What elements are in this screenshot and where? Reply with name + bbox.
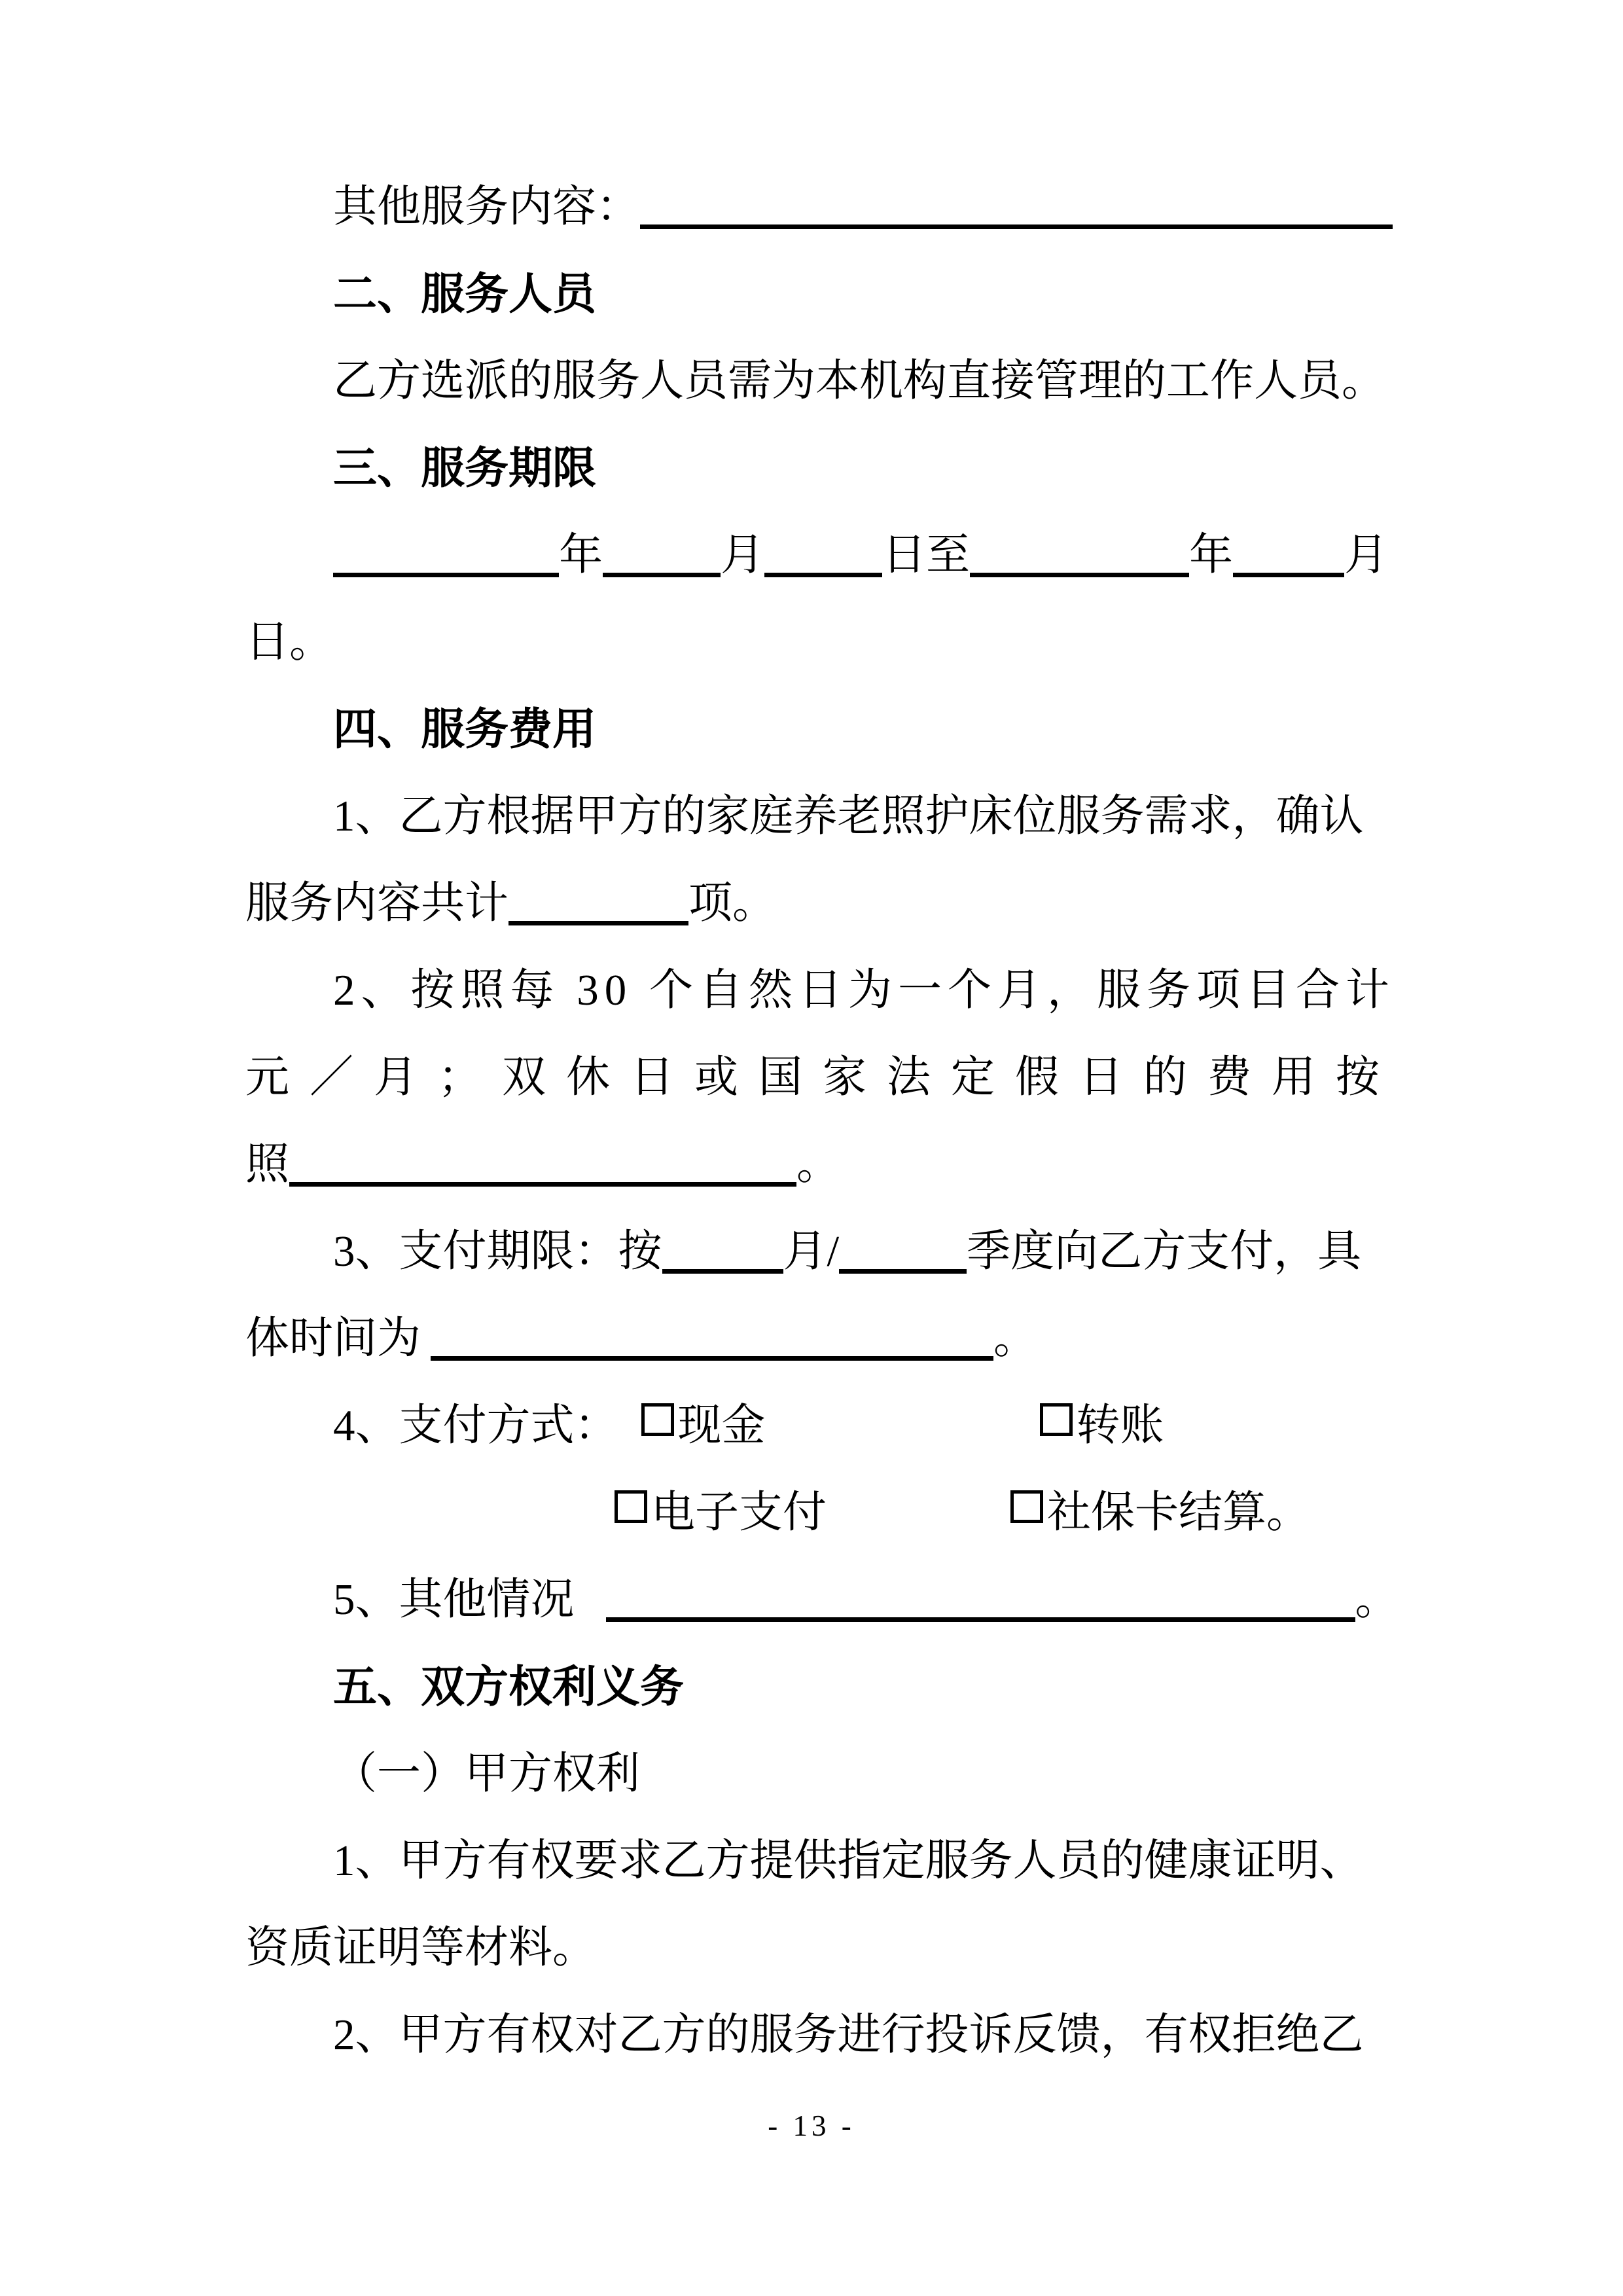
blank-end-year[interactable]: [970, 541, 1189, 577]
para-fee-1a: [245, 773, 1397, 860]
blank-start-month[interactable]: [603, 541, 721, 577]
text-run: 年: [1189, 531, 1233, 579]
checkbox-epay[interactable]: [615, 1490, 647, 1523]
para-rights-2a: [245, 1992, 1397, 2079]
label-social-security-card: 社保卡结算。: [1047, 1488, 1310, 1537]
heading-service-term: [245, 425, 1397, 512]
text-run: 二、服务人员: [333, 270, 596, 319]
text-run: 2、甲方有权对乙方的服务进行投诉反馈，有权拒绝乙: [333, 2011, 1364, 2059]
label-cash: 现金: [677, 1401, 766, 1450]
para-fee-4-payment-methods-2: [245, 1469, 1397, 1556]
blank-other-cases[interactable]: [606, 1585, 1355, 1622]
para-fee-1b: [245, 860, 1397, 947]
text-run: 年: [559, 531, 603, 579]
text-run: 服务内容共计: [245, 879, 508, 927]
text-run: 4、支付方式：: [333, 1401, 618, 1450]
para-fee-2c: [245, 1121, 1397, 1208]
checkbox-cash[interactable]: [641, 1403, 674, 1436]
text-run: 日。: [245, 618, 333, 666]
text-run: 体时间为: [245, 1314, 421, 1363]
para-fee-4-payment-methods: [245, 1382, 1397, 1469]
text-run: 五、双方权利义务: [333, 1662, 684, 1712]
text-run: 元／月；双休日或国家法定假日的费用按: [245, 1053, 1400, 1102]
blank-pay-time[interactable]: [431, 1324, 993, 1361]
text-run: 5、其他情况: [333, 1575, 575, 1624]
text-run: 。: [993, 1314, 1037, 1363]
text-run: 其他服务内容：: [333, 183, 640, 231]
subheading-party-a-rights: [245, 1731, 1397, 1818]
blank-start-day[interactable]: [764, 541, 882, 577]
spacer: [766, 1433, 1040, 1440]
spacer: [421, 1346, 431, 1353]
blank-pay-by-quarter[interactable]: [839, 1237, 967, 1274]
spacer: [618, 1433, 641, 1440]
spacer: [575, 1607, 606, 1614]
text-run: 3、支付期限：按: [333, 1227, 662, 1276]
blank-pay-by-month[interactable]: [662, 1237, 783, 1274]
text-run: 资质证明等材料。: [245, 1924, 596, 1972]
para-fee-2b: [245, 1034, 1400, 1121]
blank-items-count[interactable]: [508, 889, 688, 925]
text-run: （一）甲方权利: [333, 1749, 640, 1798]
text-run: 月: [1344, 531, 1388, 579]
text-run: 1、乙方根据甲方的家庭养老照护床位服务需求，确认: [333, 792, 1364, 840]
line-other-services: [245, 164, 1397, 251]
text-run: 。: [796, 1140, 840, 1189]
text-run: 月/: [783, 1227, 840, 1276]
blank-end-month[interactable]: [1233, 541, 1344, 577]
spacer: [827, 1520, 1010, 1527]
para-fee-3b: [245, 1295, 1397, 1382]
heading-rights-obligations: [245, 1643, 1397, 1731]
line-service-dates-wrap: [245, 599, 1397, 686]
spacer: [245, 1520, 615, 1527]
text-run: 月: [721, 531, 764, 579]
text-run: 四、服务费用: [333, 705, 596, 754]
page-number: - 13 -: [768, 2109, 855, 2142]
blank-other-services[interactable]: [640, 192, 1393, 229]
blank-start-year[interactable]: [333, 541, 559, 577]
text-run: 照: [245, 1140, 289, 1189]
line-service-dates: [245, 512, 1397, 599]
text-run: 2、按照每 30 个自然日为一个月，服务项目合计: [333, 966, 1395, 1014]
checkbox-transfer[interactable]: [1040, 1403, 1073, 1436]
para-fee-2a: [245, 947, 1397, 1034]
label-transfer: 转账: [1076, 1401, 1164, 1450]
para-service-staff: [245, 338, 1397, 425]
para-fee-5-other: [245, 1556, 1397, 1643]
text-run: 。: [1355, 1575, 1399, 1624]
para-rights-1b: [245, 1905, 1397, 1992]
label-epay: 电子支付: [651, 1488, 827, 1537]
heading-service-staff: [245, 251, 1397, 338]
checkbox-social-security-card[interactable]: [1010, 1490, 1043, 1523]
text-run: 三、服务期限: [333, 444, 596, 493]
text-run: 1、甲方有权要求乙方提供指定服务人员的健康证明、: [333, 1837, 1364, 1885]
para-rights-1a: [245, 1818, 1397, 1905]
text-run: 日至: [882, 531, 970, 579]
para-fee-3a: [245, 1208, 1397, 1295]
blank-holiday-fee-basis[interactable]: [289, 1150, 796, 1187]
text-run: 项。: [688, 879, 776, 927]
text-run: 季度向乙方支付，具: [967, 1227, 1362, 1276]
heading-service-fee: [245, 686, 1397, 773]
document-body: [245, 164, 1400, 2079]
text-run: 乙方选派的服务人员需为本机构直接管理的工作人员。: [333, 357, 1385, 405]
